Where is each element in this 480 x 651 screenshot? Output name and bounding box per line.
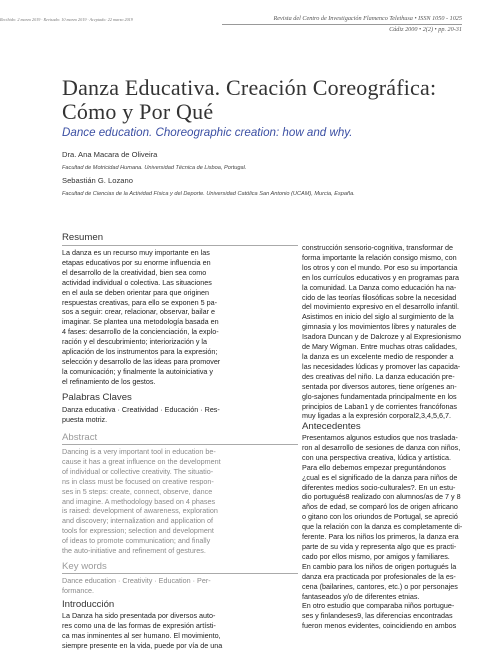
introduccion-text: La Danza ha sido presentada por diversos auto- res como una de las formas de expresión artísti- ca mas inminentes al ser humano. El movimiento, siempre presente en la vida, puede por vía de una (62, 611, 223, 650)
title-line-2: Cómo y Por Qué (62, 99, 214, 124)
title-line-1: Danza Educativa. Creación Coreográfica: (62, 75, 437, 100)
abstract-text: Dancing is a very important tool in education be- cause it has a great influence on the development of individual or collective creativity. The situatio- ns in class must be focused on creative respon- ses in 5 steps: create, connect, observe, dance and imagine. A methodology based on 4 phases is raised: development of awareness, exploration and discovery; internalization and application of tools for expression; selection and development of ideas to promote communication; and finally the auto-initiative and refinement of gestures. (62, 447, 221, 556)
antecedentes-text: Presentamos algunos estudios que nos traslada- ron al desarrollo de sesiones de danza con niños, con una perspectiva creativa, lúdica y artística. Para ello debemos empezar preguntándonos ¿cual es el significado de la danza para niños de diferentes medios socio-culturales?. En un estu- dio portugués8 realizado con alumnos/as de 7 y 8 años de edad, se comparó los de origen africano o gitano con los oriundos de Portugal, se apreció que la relación con la danza es completamente di- ferente. Para los niños los primeros, la danza era parte de su vida y representa algo que es practi- cado por ellos mismo, por amigos y familiares. En cambio para los niños de origen portugués la danza era practicada por profesionales de la es- cena (bailarines, cantores, etc.) o por personajes fantaseados y/o de diferentes etnias. En otro estudio que comparaba niños portugue- ses y finlandeses9, las diferencias encontradas fueron menos evidentes, coincidiendo en ambos (302, 433, 463, 631)
key-words-text: Dance education · Creativity · Education · Per- formance. (62, 576, 211, 595)
palabras-claves-heading: Palabras Claves (62, 392, 132, 403)
article-subtitle: Dance education. Choreographic creation: how and why. (62, 126, 353, 139)
author-1: Dra. Ana Macara de Oliveira (62, 150, 158, 159)
journal-header (222, 15, 462, 34)
divider (62, 573, 298, 574)
affiliation-1: Facultad de Motricidad Humana. Universidad Técnica de Lisboa, Portugal. (62, 165, 247, 171)
divider (62, 245, 298, 246)
resumen-text: La danza es un recurso muy importante en las etapas educativos por su enorme influencia en el desarrollo de la creatividad, bien sea como actividad individual o colectiva. Las situaciones en el aula se deben orientar para que originen respuestas creativas, para ello se exponen 5 pa- sos a seguir: crear, relacionar, observar, bailar e imaginar. Se plantea una metodología basada en 4 fases: desarrollo de la concienciación, la explo- ración y el descubrimiento; interiorización y la aplicación de los instrumentos para la expresión; selección y desarrollo de las ideas para promover la comunicación; y finalmente la autoiniciativa y el refinamiento de los gestos. (62, 248, 221, 386)
author-2: Sebastián G. Lozano (62, 176, 133, 185)
divider (62, 444, 298, 445)
intro-continued-text: construcción sensorio-cognitiva, transformar de forma importante la relación consigo mismo, con los otros y con el mundo. Por eso su importancia en los currículos educativos y en programas para la comunidad. La Danza como educación ha na- cido de las teorías filosóficas sobre la necesidad del movimiento expresivo en el desarrollo infantil. Asistimos en inicio del siglo al surgimiento de la gimnasia y los movimientos libres y naturales de Isadora Duncan y de Dalcroze y al Expresionismo de Mary Wigman. Entre muchas otras calidades, la danza es un excelente medio de responder a las necesidades lúdicas y promover las capacida- des creativas del niño. La danza educación pre- sentada por diversos autores, tiene orígenes an- glo-sajones fundamentada principalmente en los principios de Laban1 y de corrientes francófonas muy ligadas a la expresión corporal2,3,4,5,6,7. (302, 243, 461, 421)
palabras-claves-text: Danza educativa · Creatividad · Educación · Res- puesta motriz. (62, 405, 220, 424)
journal-name: Revista del Centro de Investigación Flamenco Telethusa • ISSN 1050 - 1025 (222, 15, 462, 25)
antecedentes-heading: Antecedentes (302, 421, 361, 432)
article-title (62, 76, 472, 124)
received-dates: Recibido: 2 marzo 2019 · Revisado: 10 marzo 2019 · Aceptado: 22 marzo 2019 (0, 17, 133, 22)
key-words-heading: Key words (62, 561, 107, 572)
affiliation-2: Facultad de Ciencias de la Actividad Física y del Deporte. Universidad Católica San Antonio (UCAM), Murcia, España. (62, 191, 355, 197)
resumen-heading: Resumen (62, 232, 104, 243)
abstract-heading: Abstract (62, 432, 98, 443)
issue-info: Cádiz 2000 • 2(2) • pp. 20-31 (389, 26, 462, 33)
introduccion-heading: Introducción (62, 599, 115, 610)
